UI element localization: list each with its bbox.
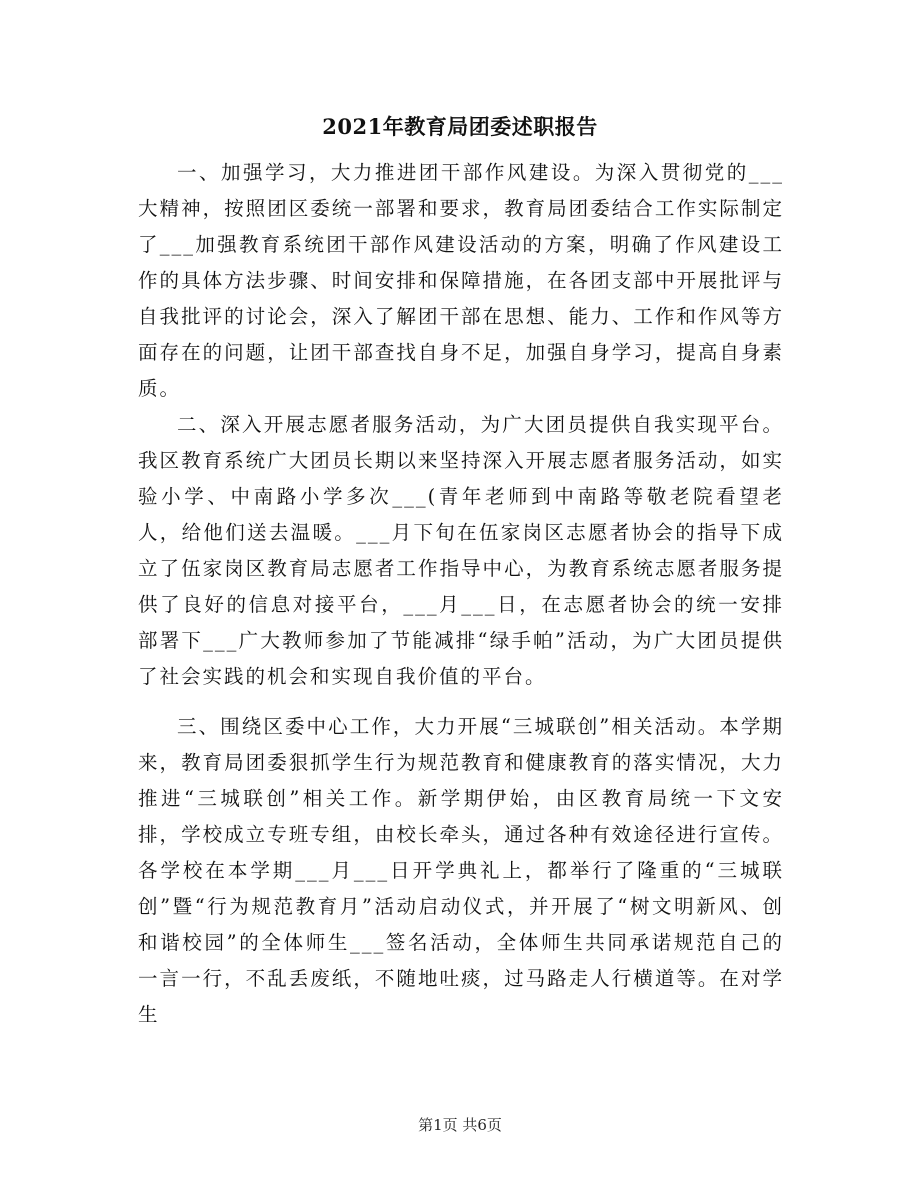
document-body xyxy=(138,155,784,1033)
document-title: 2021年教育局团委述职报告 xyxy=(322,114,598,139)
paragraph-three-cities: 三、围绕区委中心工作，大力开展“三城联创”相关活动。本学期来，教育局团委狠抓学生行为规范教育和健康教育的落实情况，大力推进“三城联创”相关工作。新学期伊始，由区教育局统一下文安排，学校成立专班专组，由校长牵头，通过各种有效途径进行宣传。各学校在本学期___月___日开学典礼上，都举行了隆重的“三城联创”暨“行为规范教育月”活动启动仪式，并开展了“树文明新风、创和谐校园”的全体师生___签名活动，全体师生共同承诺规范自己的一言一行，不乱丢废纸，不随地吐痰，过马路走人行横道等。在对学生 xyxy=(138,715,784,1026)
paragraph-study: 一、加强学习，大力推进团干部作风建设。为深入贯彻党的___大精神，按照团区委统一部署和要求，教育局团委结合工作实际制定了___加强教育系统团干部作风建设活动的方案，明确了作风建设工作的具体方法步骤、时间安排和保障措施，在各团支部中开展批评与自我批评的讨论会，深入了解团干部在思想、能力、工作和作风等方面存在的问题，让团干部查找自身不足，加强自身学习，提高自身素质。 xyxy=(138,161,784,400)
page-number-footer: 第1页 共6页 xyxy=(418,1116,502,1134)
paragraph-volunteer: 二、深入开展志愿者服务活动，为广大团员提供自我实现平台。我区教育系统广大团员长期以来坚持深入开展志愿者服务活动，如实验小学、中南路小学多次___(青年老师到中南路等敬老院看望老人，给他们送去温暖。___月下旬在伍家岗区志愿者协会的指导下成立了伍家岗区教育局志愿者工作指导中心，为教育系统志愿者服务提供了良好的信息对接平台，___月___日，在志愿者协会的统一安排部署下___广大教师参加了节能减排“绿手帕”活动，为广大团员提供了社会实践的机会和实现自我价值的平台。 xyxy=(138,413,784,688)
